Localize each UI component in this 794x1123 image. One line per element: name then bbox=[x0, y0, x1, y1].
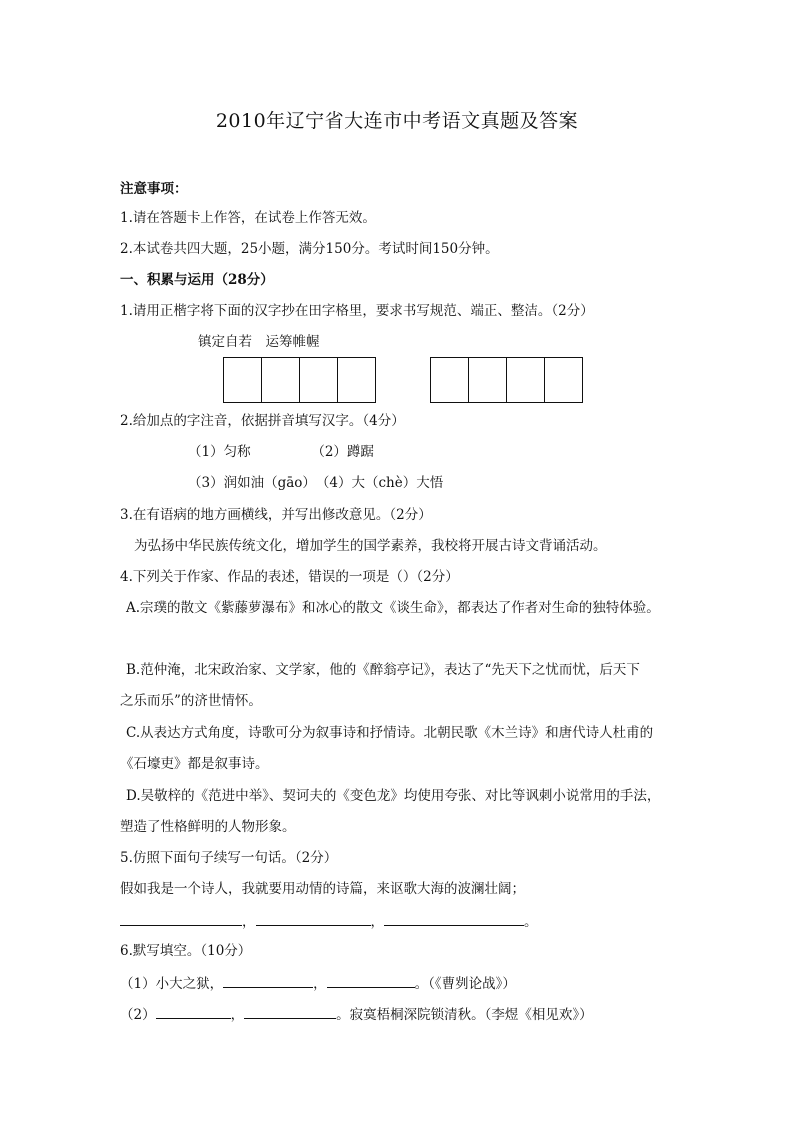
answer-blank[interactable] bbox=[327, 973, 415, 988]
answer-blank[interactable] bbox=[256, 911, 371, 926]
q5-sentence: 假如我是一个诗人，我就要用动情的诗篇，来讴歌大海的波澜壮阔； bbox=[120, 881, 525, 897]
q1-words: 镇定自若 运筹帷幄 bbox=[198, 334, 320, 350]
grid-cell[interactable] bbox=[338, 358, 375, 402]
q6-item-1 bbox=[120, 973, 516, 993]
page-title: 2010年辽宁省大连市中考语文真题及答案 bbox=[215, 110, 579, 132]
q4-option-b-line-2: 之乐而乐”的济世情怀。 bbox=[120, 693, 262, 709]
question-3: 3.在有语病的地方画横线，并写出修改意见。（2分） bbox=[120, 507, 432, 523]
answer-blank[interactable] bbox=[244, 1004, 336, 1019]
grid-cell[interactable] bbox=[507, 358, 545, 402]
q6-item-2-suffix: 。寂寞梧桐深院锁清秋。（李煜《相见欢》） bbox=[336, 1007, 593, 1023]
q5-answer-line bbox=[120, 911, 538, 931]
comma: ， bbox=[370, 914, 384, 930]
q6-item-1-prefix: （1）小大之狱， bbox=[120, 976, 224, 992]
grid-cell[interactable] bbox=[545, 358, 582, 402]
period: 。 bbox=[524, 914, 538, 930]
writing-grid-1[interactable] bbox=[223, 357, 376, 403]
answer-blank[interactable] bbox=[120, 911, 242, 926]
q4-option-b-line-1: B.范仲淹，北宋政治家、文学家，他的《醉翁亭记》，表达了“先天下之忧而忧，后天下 bbox=[126, 662, 640, 678]
question-4: 4.下列关于作家、作品的表述，错误的一项是（）（2分） bbox=[120, 569, 459, 585]
answer-blank[interactable] bbox=[384, 911, 524, 926]
q6-item-2 bbox=[120, 1004, 593, 1024]
grid-cell[interactable] bbox=[431, 358, 469, 402]
comma: ， bbox=[230, 1007, 245, 1023]
q2-row-1: （1）匀称 （2）蹲踞 bbox=[188, 444, 374, 460]
q4-option-d-line-1: D.吴敬梓的《范进中举》、契诃夫的《变色龙》均使用夸张、对比等讽刺小说常用的手法， bbox=[126, 788, 661, 804]
question-1: 1.请用正楷字将下面的汉字抄在田字格里，要求书写规范、端正、整洁。（2分） bbox=[120, 303, 594, 319]
note-item-2: 2.本试卷共四大题，25小题，满分150分。考试时间150分钟。 bbox=[120, 241, 499, 257]
q4-option-c-line-1: C.从表达方式角度，诗歌可分为叙事诗和抒情诗。北朝民歌《木兰诗》和唐代诗人杜甫的 bbox=[126, 725, 654, 741]
grid-cell[interactable] bbox=[224, 358, 262, 402]
answer-blank[interactable] bbox=[223, 973, 313, 988]
q3-sentence: 为弘扬中华民族传统文化，增加学生的国学素养，我校将开展古诗文背诵活动。 bbox=[134, 538, 607, 554]
grid-cell[interactable] bbox=[262, 358, 300, 402]
question-2: 2.给加点的字注音，依据拼音填写汉字。（4分） bbox=[120, 413, 405, 429]
question-6: 6.默写填空。（10分） bbox=[120, 943, 252, 959]
q2-row-2: （3）润如油（gāo） （4）大（chè）大悟 bbox=[188, 475, 444, 491]
notes-heading: 注意事项： bbox=[120, 181, 188, 197]
q6-item-2-prefix: （2） bbox=[120, 1007, 156, 1023]
grid-cell[interactable] bbox=[469, 358, 507, 402]
grid-cell[interactable] bbox=[300, 358, 338, 402]
note-item-1: 1.请在答题卡上作答，在试卷上作答无效。 bbox=[120, 210, 376, 226]
q4-option-a: A.宗璞的散文《紫藤萝瀑布》和冰心的散文《谈生命》，都表达了作者对生命的独特体验。 bbox=[126, 600, 660, 616]
q4-option-d-line-2: 塑造了性格鲜明的人物形象。 bbox=[120, 819, 296, 835]
comma: ， bbox=[313, 976, 327, 992]
answer-blank[interactable] bbox=[156, 1004, 231, 1019]
writing-grid-2[interactable] bbox=[430, 357, 583, 403]
q6-item-1-suffix: 。（《曹刿论战》） bbox=[414, 976, 516, 992]
q4-option-c-line-2: 《石壕吏》都是叙事诗。 bbox=[120, 756, 269, 772]
section-heading: 一、积累与运用（28分） bbox=[120, 272, 274, 288]
question-5: 5.仿照下面句子续写一句话。（2分） bbox=[120, 850, 338, 866]
comma: ， bbox=[242, 914, 256, 930]
